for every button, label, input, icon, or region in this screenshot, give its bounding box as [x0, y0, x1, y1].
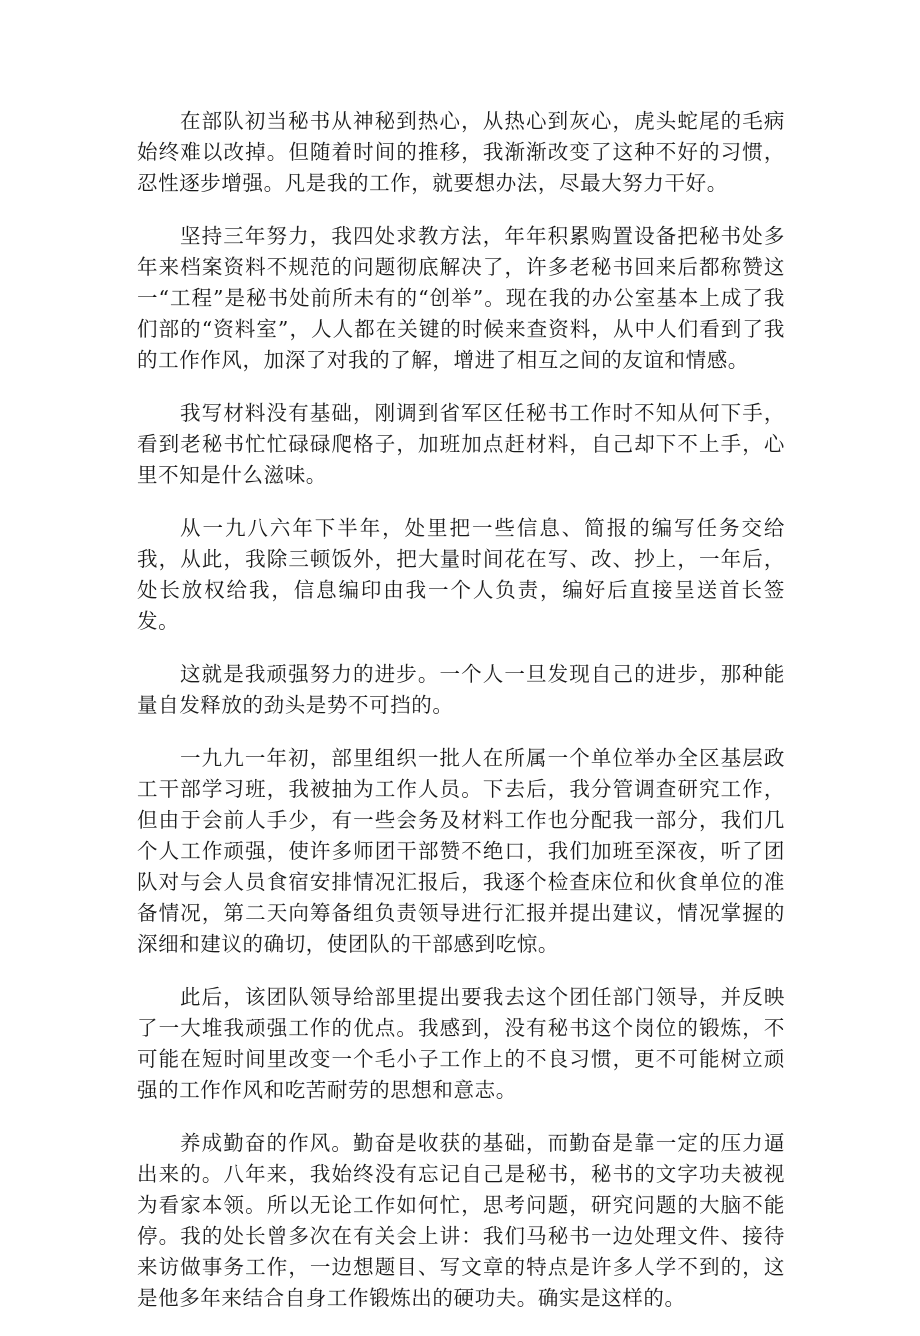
document-body — [137, 106, 785, 1336]
paragraph-5: 这就是我顽强努力的进步。一个人一旦发现自己的进步，那种能量自发释放的劲头是势不可挡的。 — [137, 662, 785, 717]
paragraph-1: 在部队初当秘书从神秘到热心，从热心到灰心，虎头蛇尾的毛病始终难以改掉。但随着时间的推移，我渐渐改变了这种不好的习惯，忍性逐步增强。凡是我的工作，就要想办法，尽最大努力干好。 — [137, 109, 785, 195]
paragraph-6: 一九九一年初，部里组织一批人在所属一个单位举办全区基层政工干部学习班，我被抽为工作人员。下去后，我分管调查研究工作，但由于会前人手少，有一些会务及材料工作也分配我一部分，我们几个人工作顽强，使许多师团干部赞不绝口，我们加班至深夜，听了团队对与会人员食宿安排情况汇报后，我逐个检查床位和伙食单位的准备情况，第二天向筹备组负责领导进行汇报并提出建议，情况掌握的深细和建议的确切，使团队的干部感到吃惊。 — [137, 746, 785, 956]
paragraph-4: 从一九八六年下半年，处里把一些信息、简报的编写任务交给我，从此，我除三顿饭外，把大量时间花在写、改、抄上，一年后，处长放权给我，信息编印由我一个人负责，编好后直接呈送首长签发。 — [137, 516, 785, 633]
paragraph-7: 此后，该团队领导给部里提出要我去这个团任部门领导，并反映了一大堆我顽强工作的优点。我感到，没有秘书这个岗位的锻炼，不可能在短时间里改变一个毛小子工作上的不良习惯，更不可能树立顽强的工作作风和吃苦耐劳的思想和意志。 — [137, 985, 785, 1102]
paragraph-3: 我写材料没有基础，刚调到省军区任秘书工作时不知从何下手，看到老秘书忙忙碌碌爬格子，加班加点赶材料，自己却下不上手，心里不知是什么滋味。 — [137, 401, 785, 487]
paragraph-8: 养成勤奋的作风。勤奋是收获的基础，而勤奋是靠一定的压力逼出来的。八年来，我始终没有忘记自己是秘书，秘书的文字功夫被视为看家本领。所以无论工作如何忙，思考问题，研究问题的大脑不能停。我的处长曾多次在有关会上讲：我们马秘书一边处理文件、接待来访做事务工作，一边想题目、写文章的特点是许多人学不到的，这是他多年来结合自身工作锻炼出的硬功夫。确实是这样的。 — [137, 1131, 785, 1310]
paragraph-2: 坚持三年努力，我四处求教方法，年年积累购置设备把秘书处多年来档案资料不规范的问题彻底解决了，许多老秘书回来后都称赞这一“工程”是秘书处前所未有的“创举”。现在我的办公室基本上成了我们部的“资料室”，人人都在关键的时候来查资料，从中人们看到了我的工作作风，加深了对我的了解，增进了相互之间的友谊和情感。 — [137, 224, 785, 372]
